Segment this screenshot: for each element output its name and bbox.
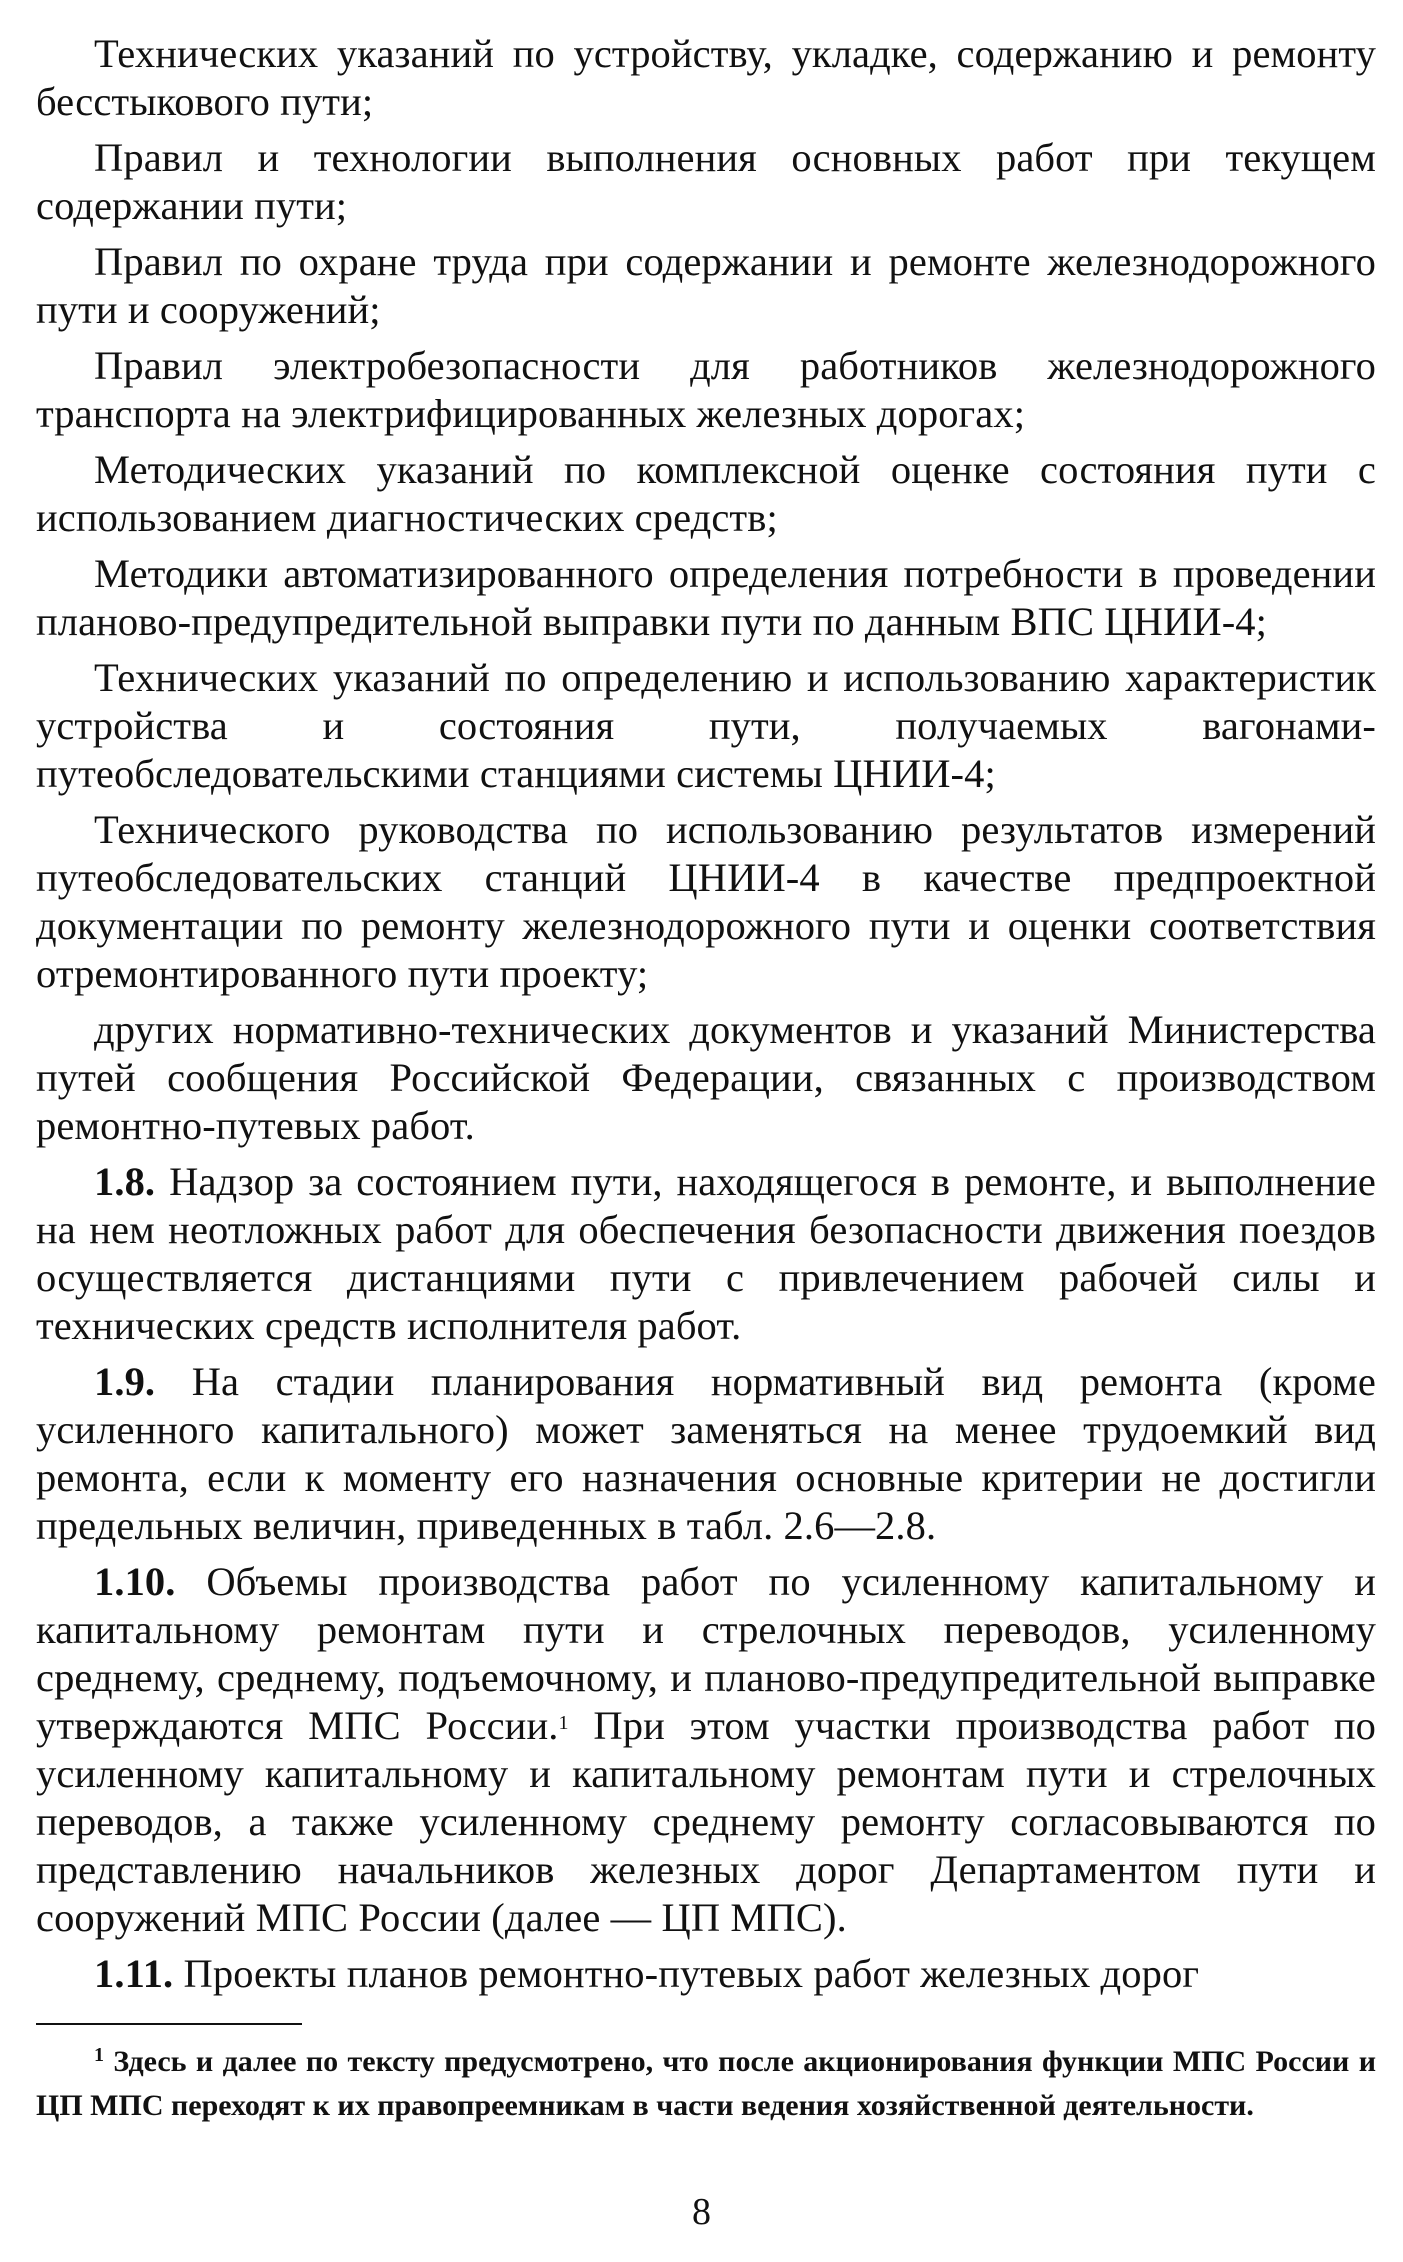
footnote <box>36 2040 1376 2128</box>
page-number: 8 <box>692 2191 711 2233</box>
body-paragraph: Правил электробезопасности для работников железнодорожного транспорта на электрифицированных железных дорогах; <box>36 343 1376 436</box>
footnote-reference[interactable]: 1 <box>558 1712 569 1734</box>
body-paragraph: Технического руководства по использованию результатов измерений путеобследовательских станций ЦНИИ-4 в качестве предпроектной документации по ремонту железнодорожного пути и оценки соответствия отремонтированного пути проекту; <box>36 807 1376 996</box>
clause-1-10 <box>36 1558 1376 1942</box>
clause-text: Объемы производства работ по усиленному капитальному и капитальному ремонтам пути и стрелочных переводов, усиленному среднему, среднему, подъемочному, и планово-предупредительной выправке утверждаются МПС России. <box>36 1559 1376 1748</box>
page-body <box>36 30 1376 2006</box>
clause-1-9 <box>36 1358 1376 1550</box>
footnote-text: Здесь и далее по тексту предусмотрено, что после акционирования функции МПС России и ЦП МПС переходят к их правопреемникам в части ведения хозяйственной деятельности. <box>36 2045 1376 2122</box>
body-paragraph: Технических указаний по определению и использованию характеристик устройства и состояния пути, получаемых вагонами-путеобследовательскими станциями системы ЦНИИ-4; <box>36 655 1376 796</box>
clause-number: 1.9. <box>94 1359 156 1404</box>
body-paragraph: Правил и технологии выполнения основных работ при текущем содержании пути; <box>36 135 1376 228</box>
body-paragraph: Методики автоматизированного определения потребности в проведении планово-предупредительной выправки пути по данным ВПС ЦНИИ-4; <box>36 551 1376 644</box>
body-paragraph: Правил по охране труда при содержании и ремонте железнодорожного пути и сооружений; <box>36 239 1376 332</box>
footnote-divider <box>36 2023 302 2025</box>
clause-1-11 <box>36 1950 1376 1998</box>
clause-1-8 <box>36 1158 1376 1350</box>
clause-text: На стадии планирования нормативный вид ремонта (кроме усиленного капитального) может заменяться на менее трудоемкий вид ремонта, если к моменту его назначения основные критерии не достигли предельных величин, приведенных в табл. 2.6—2.8. <box>36 1359 1376 1548</box>
clause-number: 1.8. <box>94 1159 156 1204</box>
clause-text-continued: При этом участки производства работ по усиленному капитальному и капитальному ремонтам пути и стрелочных переводов, а также усиленному среднему ремонту согласовываются по представлению начальников железных дорог Департаментом пути и сооружений МПС России (далее — ЦП МПС). <box>36 1703 1377 1940</box>
clause-text: Проекты планов ремонтно-путевых работ железных дорог <box>183 1951 1200 1996</box>
body-paragraph: Технических указаний по устройству, укладке, содержанию и ремонту бесстыкового пути; <box>36 31 1376 124</box>
body-paragraph: других нормативно-технических документов и указаний Министерства путей сообщения Российской Федерации, связанных с производством ремонтно-путевых работ. <box>36 1007 1376 1148</box>
clause-number: 1.10. <box>94 1559 176 1604</box>
clause-number: 1.11. <box>94 1951 174 1996</box>
body-paragraph: Методических указаний по комплексной оценке состояния пути с использованием диагностических средств; <box>36 447 1376 540</box>
footnote-marker: 1 <box>94 2044 104 2066</box>
clause-text: Надзор за состоянием пути, находящегося в ремонте, и выполнение на нем неотложных работ для обеспечения безопасности движения поездов осуществляется дистанциями пути с привлечением рабочей силы и технических средств исполнителя работ. <box>36 1159 1376 1348</box>
